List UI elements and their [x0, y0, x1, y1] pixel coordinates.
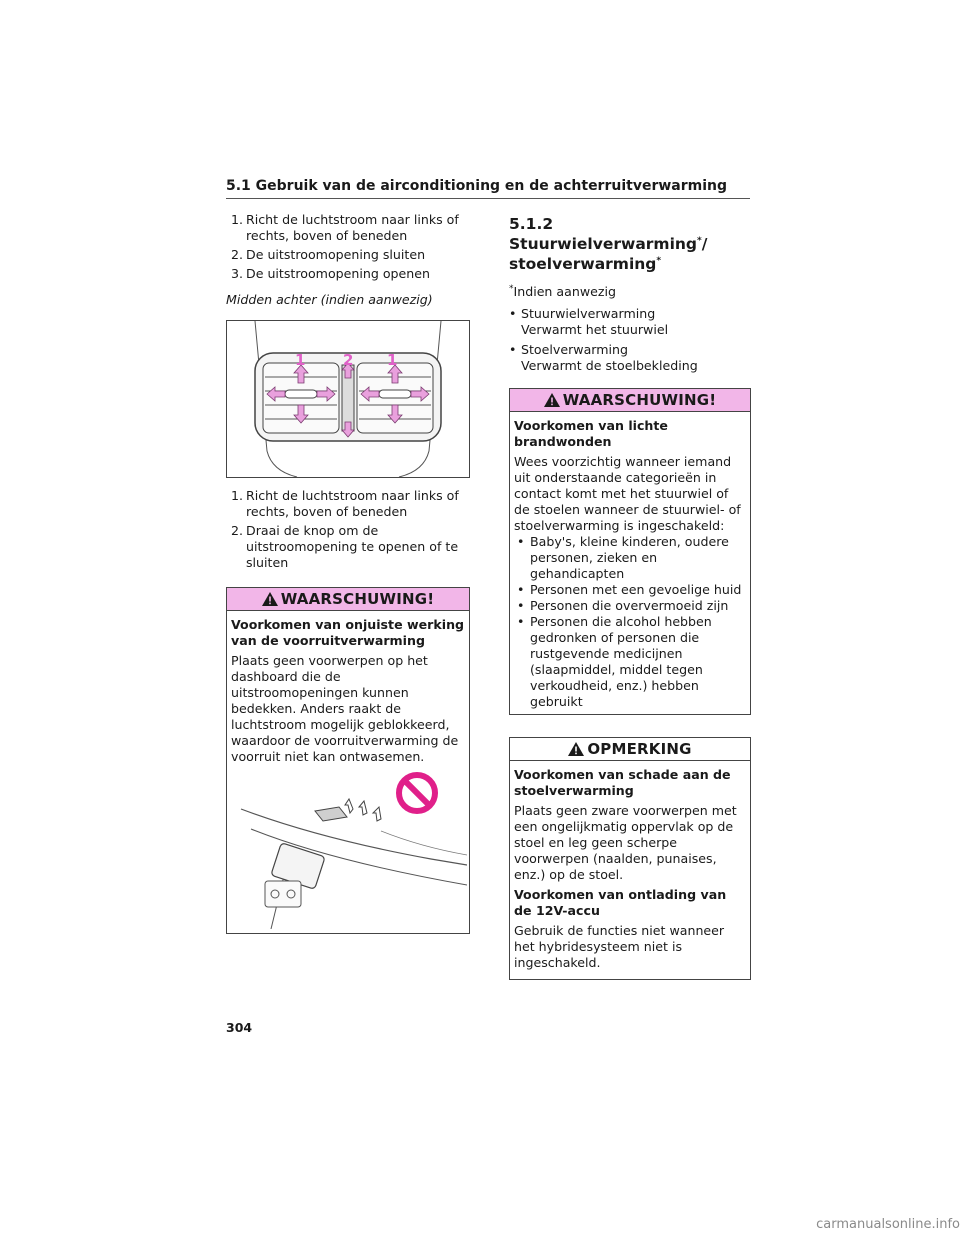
warning-body: Wees voorzichtig wanneer iemand uit onderstaande categorieën in contact komt met het stuurwiel of de stoelen wanneer de stuurwiel- of stoelverwarming is ingeschakeld: [514, 454, 741, 533]
list-item: • Baby's, kleine kinderen, oudere personen, zieken en gehandicapten [514, 534, 746, 582]
rear-vent-illustration [226, 320, 470, 478]
list-item: 1. Richt de luchtstroom naar links of rechts, boven of beneden [231, 212, 459, 243]
warning-subtitle: Voorkomen van lichte brandwonden [514, 418, 668, 449]
list-item: • Personen met een gevoelige huid [514, 582, 746, 598]
note-subtitle: Voorkomen van ontlading van de 12V-accu [514, 887, 727, 918]
caution-triangle-icon [568, 742, 584, 756]
risk-group-list [514, 534, 746, 710]
callout-1-left: 1 [295, 351, 306, 369]
steps-list-top [226, 212, 470, 282]
list-item: 3. De uitstroomopening openen [231, 266, 431, 281]
section-title: 5.1.2 Stuurwielverwarming*/ stoelverwarming* [509, 215, 708, 273]
note-subtitle: Voorkomen van schade aan de stoelverwarming [514, 767, 731, 798]
warning-subtitle: Voorkomen van onjuiste werking van de voorruitverwarming [231, 617, 465, 648]
warning-header: WAARSCHUWING! [227, 588, 469, 611]
note-header: OPMERKING [510, 738, 750, 761]
dashboard-illustration [231, 769, 467, 929]
prohibition-icon [399, 775, 435, 811]
warning-box-burns [509, 388, 751, 715]
right-column [509, 212, 751, 980]
list-item: 2. Draai de knop om de uitstroomopening te openen of te sluiten [231, 523, 459, 570]
figure-caption: Midden achter (indien aanwezig) [226, 292, 433, 307]
list-item: • Stoelverwarming Verwarmt de stoelbekleding [509, 342, 751, 374]
list-item: 1. Richt de luchtstroom naar links of rechts, boven of beneden [231, 488, 459, 519]
list-item: • Personen die alcohol hebben gedronken of personen die rustgevende medicijnen (slaapmiddel, middel tegen verkoudheid, enz.) hebben gebruikt [514, 614, 746, 710]
list-item: • Personen die oververmoeid zijn [514, 598, 746, 614]
warning-box-defrost [226, 587, 470, 934]
callout-1-right: 1 [387, 351, 398, 369]
warning-triangle-icon [544, 393, 560, 407]
list-item: • Stuurwielverwarming Verwarmt het stuurwiel [509, 306, 751, 338]
callout-2: 2 [343, 351, 354, 369]
left-column [226, 212, 470, 934]
warning-header: WAARSCHUWING! [510, 389, 750, 412]
watermark: carmanualsonline.info [816, 1217, 960, 1232]
steps-list-bottom [226, 488, 470, 571]
availability-note: *Indien aanwezig [509, 283, 616, 299]
warning-triangle-icon [262, 592, 278, 606]
note-box [509, 737, 751, 980]
note-body: Gebruik de functies niet wanneer het hybridesysteem niet is ingeschakeld. [514, 923, 725, 970]
note-body: Plaats geen zware voorwerpen met een ongelijkmatig oppervlak op de stoel en leg geen scherpe voorwerpen (naalden, punaises, enz.) op de stoel. [514, 803, 737, 882]
page-number: 304 [226, 1020, 253, 1035]
warning-body: Plaats geen voorwerpen op het dashboard die de uitstroomopeningen kunnen bedekken. Anders raakt de luchtstroom mogelijk geblokkeerd, waardoor de voorruitverwarming de voorruit niet kan ontwasemen. [231, 653, 459, 764]
section-header: 5.1 Gebruik van de airconditioning en de achterruitverwarming [226, 178, 750, 199]
list-item: 2. De uitstroomopening sluiten [231, 247, 426, 262]
